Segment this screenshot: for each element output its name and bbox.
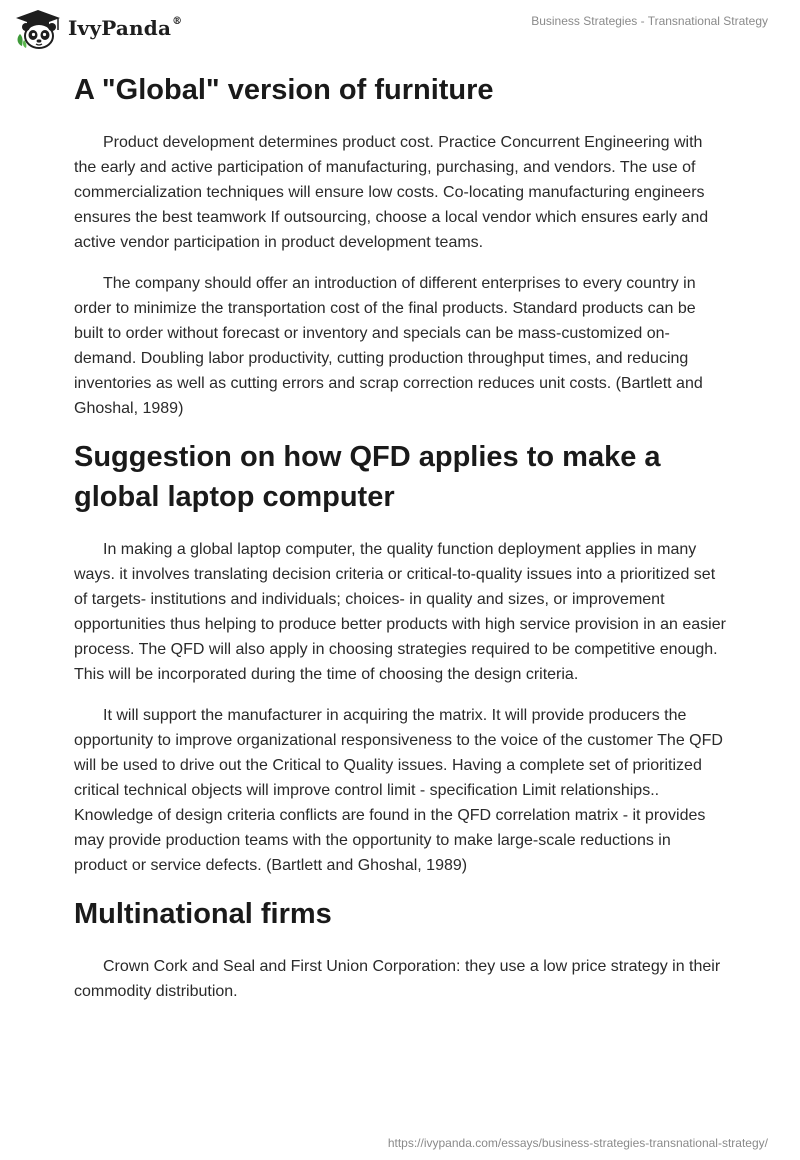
essay-content	[74, 70, 726, 1004]
paragraph: Crown Cork and Seal and First Union Corporation: they use a low price strategy in their commodity distribution.	[74, 958, 721, 1000]
document-running-title: Business Strategies - Transnational Strategy	[531, 14, 768, 28]
section-global-furniture	[74, 70, 726, 421]
paragraph: The company should offer an introduction of different enterprises to every country in order to minimize the transportation cost of the final products. Standard products can be built to order without forecast or inventory and specials can be mass-customized on-demand. Doubling labor productivity, cutting production throughput times, and reducing inventories as well as cutting errors and scrap correction reduces unit costs. (Bartlett and Ghoshal, 1989)	[74, 275, 703, 417]
section-multinational-firms	[74, 894, 726, 1004]
section-heading: Multinational firms	[74, 898, 332, 930]
paragraph: Product development determines product cost. Practice Concurrent Engineering with the early and active participation of manufacturing, purchasing, and vendors. The use of commercialization techniques will ensure low costs. Co-locating manufacturing engineers ensures the best teamwork If outsourcing, choose a local vendor which ensures early and active vendor participation in product development teams.	[74, 134, 709, 251]
paragraph: It will support the manufacturer in acquiring the matrix. It will provide producers the opportunity to improve organizational responsiveness to the voice of the customer The QFD will be used to drive out the Critical to Quality issues. Having a complete set of prioritized critical technical objects will improve control limit - specification Limit relationships.. Knowledge of design criteria conflicts are found in the QFD correlation matrix - it provides may provide production teams with the opportunity to make large-scale reductions in product or service defects. (Bartlett and Ghoshal, 1989)	[74, 707, 723, 874]
source-url[interactable]: https://ivypanda.com/essays/business-strategies-transnational-strategy/	[387, 1136, 768, 1150]
paragraph: In making a global laptop computer, the quality function deployment applies in many ways. it involves translating decision criteria or critical-to-quality issues into a prioritized set of targets- institutions and individuals; choices- in quality and sizes, or improvement opportunities thus helping to produce better products with high service provision in an easier process. The QFD will also apply in choosing strategies required to be competitive enough. This will be incorporated during the time of choosing the design criteria.	[74, 541, 726, 683]
page-header	[0, 0, 800, 60]
section-heading: Suggestion on how QFD applies to make a global laptop computer	[74, 441, 661, 513]
panda-graduate-icon	[14, 8, 62, 50]
brand-name: IvyPanda®	[68, 16, 183, 40]
section-qfd-laptop	[74, 437, 726, 878]
ivypanda-logo[interactable]	[14, 8, 182, 50]
section-heading: A "Global" version of furniture	[74, 74, 494, 106]
